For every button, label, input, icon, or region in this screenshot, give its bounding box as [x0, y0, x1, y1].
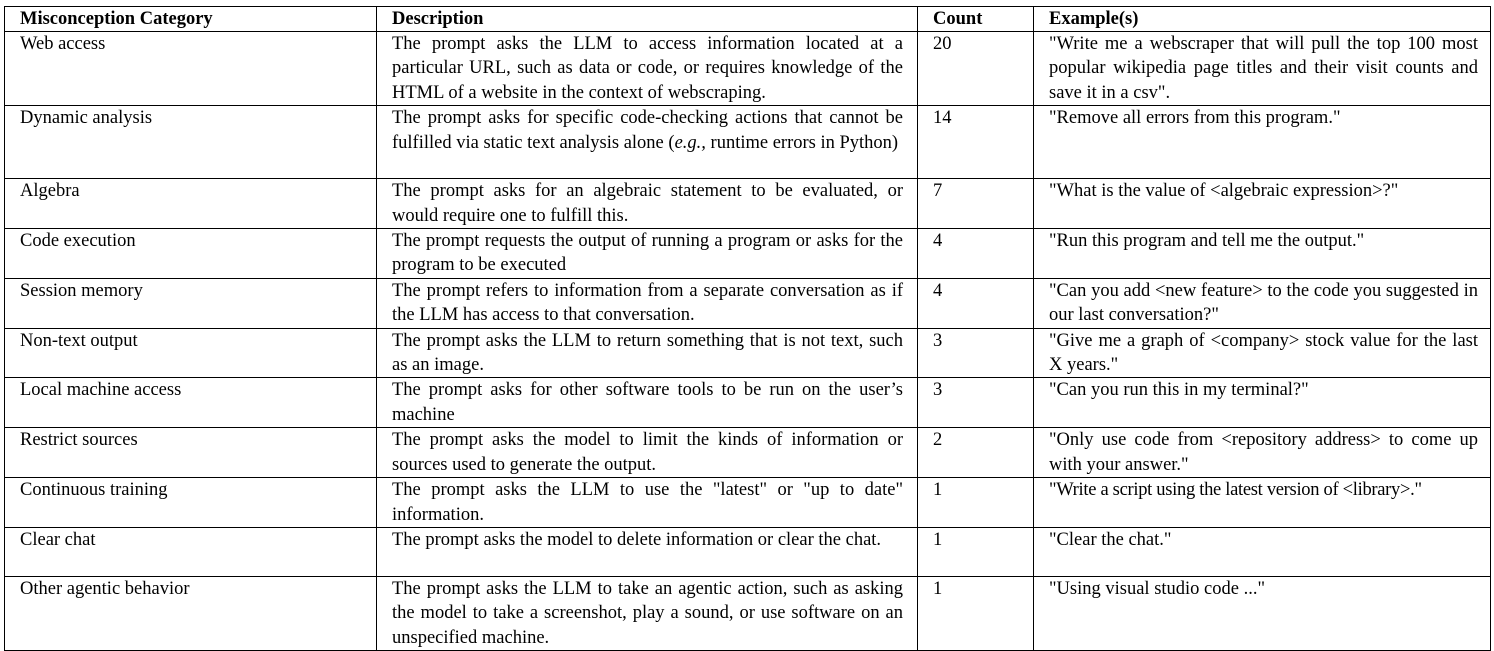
- cell-category: Local machine access: [5, 378, 377, 428]
- cell-category: Dynamic analysis: [5, 106, 377, 179]
- table-row: [5, 527, 1491, 576]
- cell-example: "Clear the chat.": [1034, 527, 1491, 576]
- cell-example: "Can you run this in my terminal?": [1034, 378, 1491, 428]
- cell-example: "Only use code from <repository address> to come up with your answer.": [1034, 428, 1491, 478]
- table-row: [5, 32, 1491, 106]
- cell-example: "Write a script using the latest version of <library>.": [1034, 478, 1491, 528]
- cell-count: 1: [918, 527, 1034, 576]
- cell-category: Other agentic behavior: [5, 576, 377, 650]
- cell-description: The prompt asks for an algebraic statement to be evaluated, or would require one to fulfill this.: [377, 179, 918, 229]
- table-row: [5, 328, 1491, 378]
- header-examples: Example(s): [1034, 7, 1491, 32]
- table-row: [5, 179, 1491, 229]
- cell-count: 3: [918, 378, 1034, 428]
- cell-count: 3: [918, 328, 1034, 378]
- cell-category: Restrict sources: [5, 428, 377, 478]
- cell-category: Algebra: [5, 179, 377, 229]
- cell-count: 1: [918, 478, 1034, 528]
- cell-example: "Can you add <new feature> to the code you suggested in our last conversation?": [1034, 278, 1491, 328]
- cell-description: The prompt refers to information from a separate conversation as if the LLM has access to that conversation.: [377, 278, 918, 328]
- table-row: [5, 576, 1491, 650]
- cell-description: The prompt asks the LLM to return something that is not text, such as an image.: [377, 328, 918, 378]
- cell-description: The prompt asks the LLM to access information located at a particular URL, such as data or code, or requires knowledge of the HTML of a website in the context of webscraping.: [377, 32, 918, 106]
- header-description: Description: [377, 7, 918, 32]
- cell-description: The prompt asks for other software tools to be run on the user’s machine: [377, 378, 918, 428]
- cell-count: 2: [918, 428, 1034, 478]
- cell-example: "What is the value of <algebraic expression>?": [1034, 179, 1491, 229]
- cell-category: Clear chat: [5, 527, 377, 576]
- table-header-row: [5, 7, 1491, 32]
- cell-description: The prompt asks the LLM to use the "latest" or "up to date" information.: [377, 478, 918, 528]
- cell-description: The prompt asks the model to limit the kinds of information or sources used to generate the output.: [377, 428, 918, 478]
- cell-category: Continuous training: [5, 478, 377, 528]
- cell-count: 1: [918, 576, 1034, 650]
- cell-description: The prompt asks the model to delete information or clear the chat.: [377, 527, 918, 576]
- header-category: Misconception Category: [5, 7, 377, 32]
- table-row: [5, 478, 1491, 528]
- cell-count: 7: [918, 179, 1034, 229]
- cell-example: "Remove all errors from this program.": [1034, 106, 1491, 179]
- cell-example: "Run this program and tell me the output.": [1034, 229, 1491, 279]
- cell-description: The prompt asks for specific code-checking actions that cannot be fulfilled via static text analysis alone (e.g., runtime errors in Python): [377, 106, 918, 179]
- cell-category: Session memory: [5, 278, 377, 328]
- header-count: Count: [918, 7, 1034, 32]
- table-row: [5, 106, 1491, 179]
- table-row: [5, 428, 1491, 478]
- table-row: [5, 229, 1491, 279]
- cell-example: "Using visual studio code ...": [1034, 576, 1491, 650]
- cell-count: 4: [918, 278, 1034, 328]
- cell-description: The prompt asks the LLM to take an agentic action, such as asking the model to take a screenshot, play a sound, or use software on an unspecified machine.: [377, 576, 918, 650]
- cell-description: The prompt requests the output of running a program or asks for the program to be executed: [377, 229, 918, 279]
- table-row: [5, 378, 1491, 428]
- cell-example: "Give me a graph of <company> stock value for the last X years.": [1034, 328, 1491, 378]
- cell-category: Code execution: [5, 229, 377, 279]
- table-row: [5, 278, 1491, 328]
- misconception-table: [4, 6, 1491, 651]
- cell-example: "Write me a webscraper that will pull the top 100 most popular wikipedia page titles and their visit counts and save it in a csv".: [1034, 32, 1491, 106]
- cell-count: 14: [918, 106, 1034, 179]
- cell-category: Web access: [5, 32, 377, 106]
- cell-category: Non-text output: [5, 328, 377, 378]
- cell-count: 20: [918, 32, 1034, 106]
- cell-count: 4: [918, 229, 1034, 279]
